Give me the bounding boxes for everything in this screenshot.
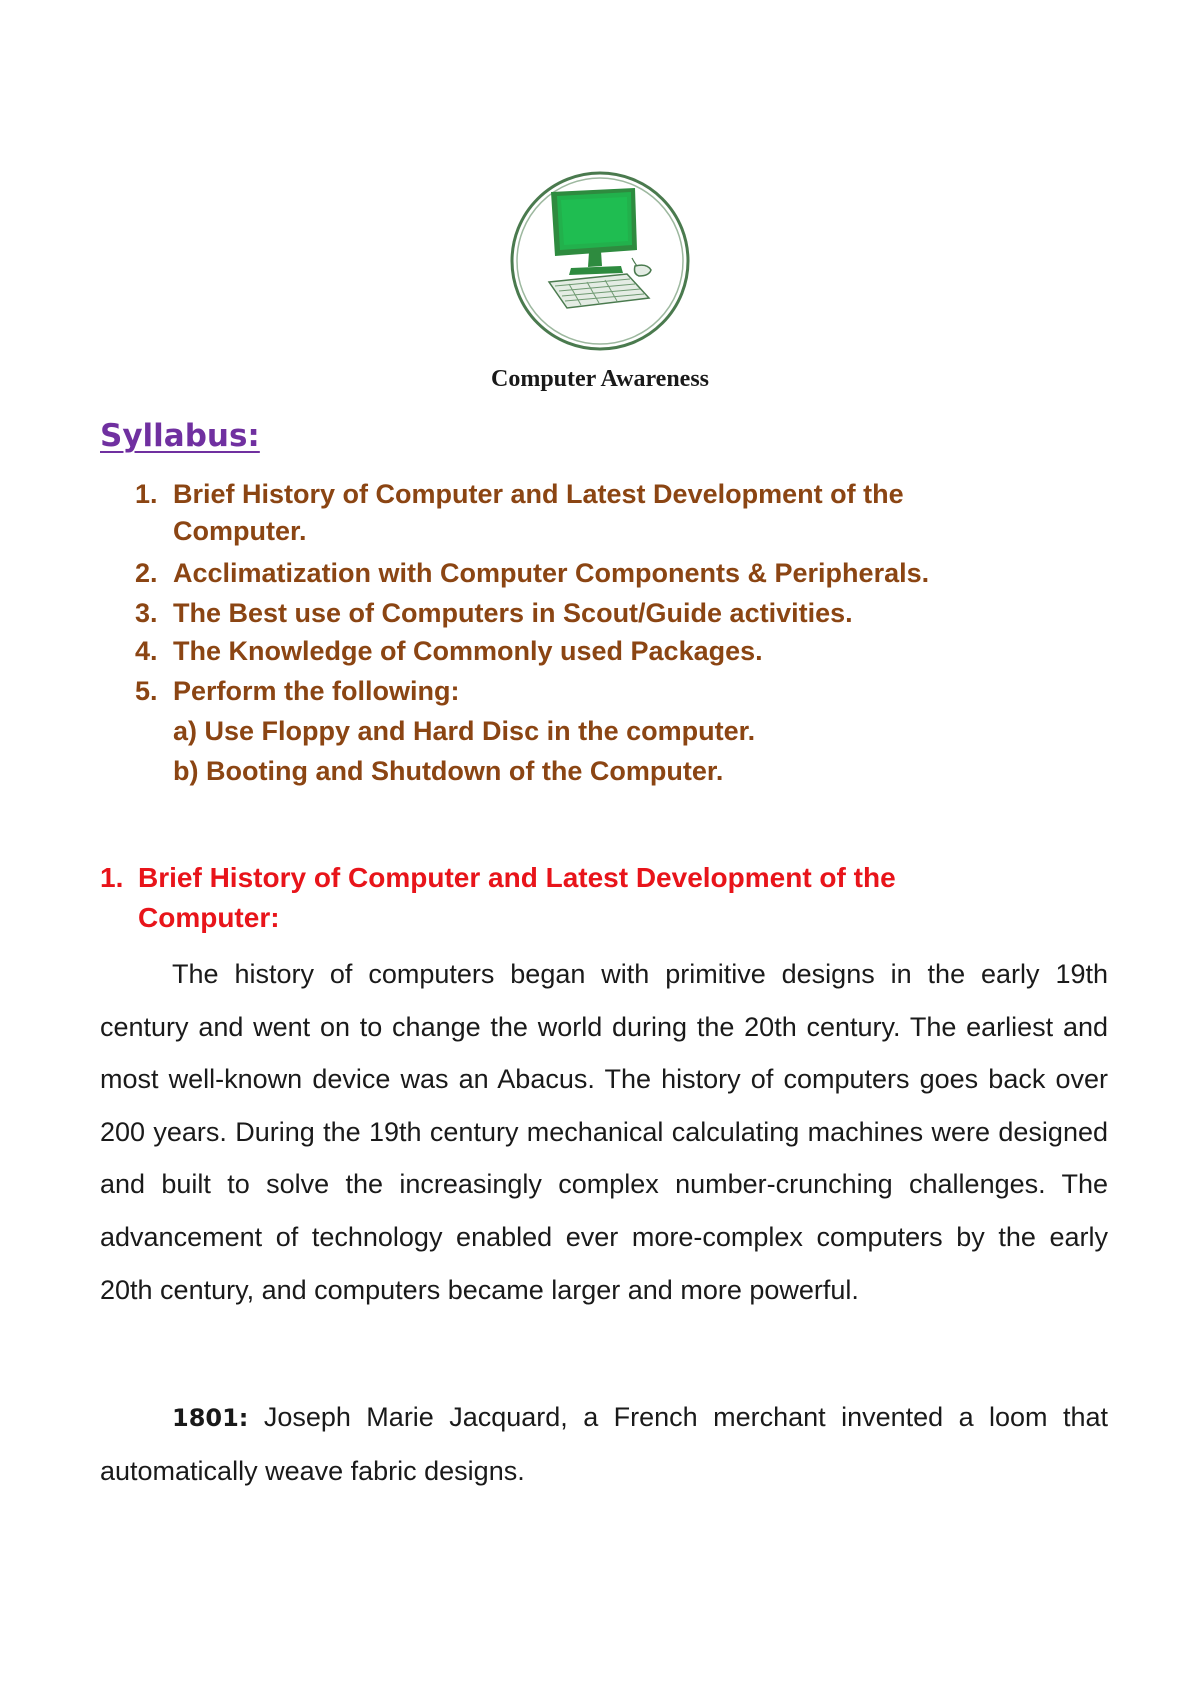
section-heading-line1: Brief History of Computer and Latest Development of the [138, 862, 896, 893]
syllabus-item-number: 3. [135, 598, 158, 628]
syllabus-item-text: The Knowledge of Commonly used Packages. [173, 636, 763, 666]
syllabus-item-text: Brief History of Computer and Latest Development of the [173, 479, 904, 509]
syllabus-subitem [173, 716, 755, 747]
syllabus-item-number: 1. [135, 479, 158, 509]
syllabus-item-number: 2. [135, 558, 158, 588]
syllabus-subitem-text: b) Booting and Shutdown of the Computer. [173, 756, 724, 786]
timeline-entry [100, 1391, 1108, 1497]
syllabus-item [173, 516, 307, 547]
timeline-text: Joseph Marie Jacquard, a French merchant invented a loom that automatically weave fabric designs. [100, 1402, 1108, 1486]
syllabus-subitem [173, 756, 723, 787]
syllabus-item [135, 598, 853, 629]
syllabus-item-text: Acclimatization with Computer Components & Peripherals. [173, 558, 930, 588]
syllabus-item-text: The Best use of Computers in Scout/Guide activities. [173, 598, 853, 628]
section-heading-line2: Computer: [138, 902, 280, 933]
section-number: 1. [100, 862, 124, 893]
computer-monitor-logo-icon [509, 170, 691, 352]
history-paragraph-text: The history of computers began with primitive designs in the early 19th century and went on to change the world during the 20th century. The earliest and most well-known device was an Abacus. The history of computers goes back over 200 years. During the 19th century mechanical calculating machines were designed and built to solve the increasingly complex number-crunching challenges. The advancement of technology enabled ever more-complex computers by the early 20th century, and computers became larger and more powerful. [100, 959, 1108, 1305]
document-title: Computer Awareness [491, 366, 709, 392]
syllabus-item-text: Computer. [173, 516, 307, 546]
section-heading [100, 858, 1100, 938]
syllabus-item [135, 479, 904, 510]
syllabus-item [135, 558, 929, 589]
syllabus-item [135, 636, 763, 667]
syllabus-item-text: Perform the following: [173, 676, 460, 706]
syllabus-item-number: 4. [135, 636, 158, 666]
syllabus-heading: Syllabus: [100, 418, 260, 454]
syllabus-item-number: 5. [135, 676, 158, 706]
syllabus-item [135, 676, 460, 707]
history-paragraph [100, 948, 1108, 1316]
timeline-year: 1801: [172, 1404, 249, 1432]
syllabus-subitem-text: a) Use Floppy and Hard Disc in the computer. [173, 716, 756, 746]
